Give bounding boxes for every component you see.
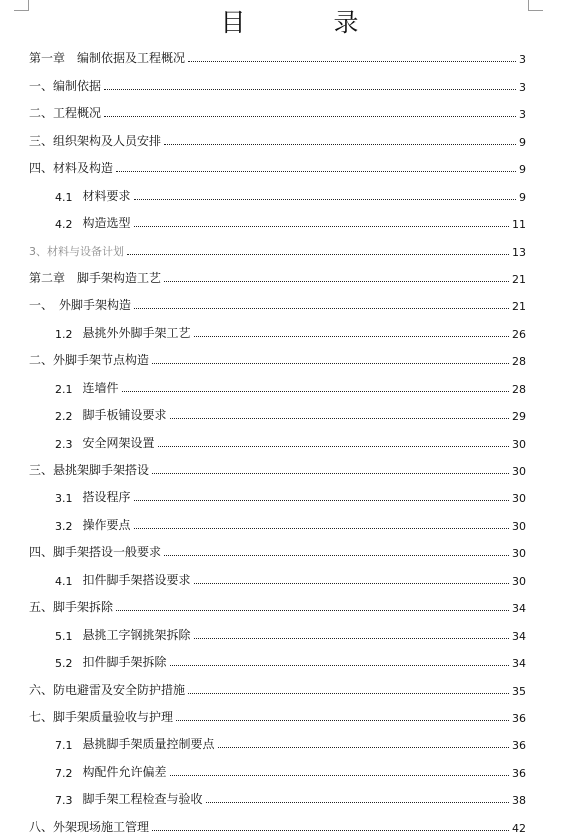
- toc-page-number: 28: [512, 355, 526, 369]
- toc-entry-label: 五、脚手架拆除: [29, 600, 114, 615]
- toc-page-number: 34: [512, 629, 526, 643]
- toc-entry[interactable]: [0, 231, 579, 258]
- toc-page-number: 36: [512, 711, 526, 725]
- toc-entry-number: 2.1: [55, 382, 73, 396]
- toc-page-number: 30: [512, 574, 526, 588]
- toc-entry[interactable]: [0, 533, 579, 560]
- toc-dot-leader: [152, 363, 509, 364]
- toc-page-number: 29: [512, 410, 526, 424]
- toc-entry[interactable]: [0, 341, 579, 368]
- toc-subentry[interactable]: [0, 396, 579, 423]
- toc-dot-leader: [116, 171, 516, 172]
- toc-entry-number: 7.2: [55, 766, 73, 780]
- toc-entry-label: 安全网架设置: [82, 435, 155, 450]
- toc-entry-label: 八、外架现场施工管理: [29, 819, 150, 834]
- toc-dot-leader: [134, 308, 509, 309]
- toc-entry-number: 2.2: [55, 410, 73, 424]
- toc-entry[interactable]: [0, 807, 579, 834]
- toc-entry-label: 一、编制依据: [29, 78, 102, 93]
- toc-page-number: 11: [512, 218, 526, 232]
- toc-entry[interactable]: [0, 149, 579, 176]
- toc-dot-leader: [164, 555, 509, 556]
- toc-page-number: 3: [519, 80, 526, 94]
- toc-page-number: 35: [512, 684, 526, 698]
- toc-entry-label: 脚手架工程检查与验收: [82, 792, 203, 807]
- toc-dot-leader: [206, 802, 509, 803]
- toc-dot-leader: [170, 775, 509, 776]
- toc-dot-leader: [176, 720, 509, 721]
- toc-dot-leader: [170, 418, 509, 419]
- toc-page-number: 26: [512, 327, 526, 341]
- toc-dot-leader: [152, 473, 509, 474]
- toc-entry-number: 2.3: [55, 437, 73, 451]
- toc-entry-label: 第二章 脚手架构造工艺: [29, 270, 162, 285]
- toc-page-number: 30: [512, 437, 526, 451]
- toc-entry[interactable]: [0, 121, 579, 148]
- toc-title: 目 录: [220, 8, 399, 37]
- toc-page-number: 36: [512, 766, 526, 780]
- toc-page-number: 28: [512, 382, 526, 396]
- toc-entry-number: 7.1: [55, 739, 73, 753]
- toc-page-number: 36: [512, 739, 526, 753]
- toc-dot-leader: [134, 500, 509, 501]
- toc-subentry[interactable]: [0, 752, 579, 779]
- toc-list: [0, 39, 579, 835]
- toc-subentry[interactable]: [0, 204, 579, 231]
- toc-entry-label: 第一章 编制依据及工程概况: [29, 51, 186, 66]
- toc-dot-leader: [116, 610, 509, 611]
- toc-entry[interactable]: [0, 670, 579, 697]
- toc-entry-number: 3.2: [55, 519, 73, 533]
- toc-entry-number: 4.1: [55, 574, 73, 588]
- toc-entry-label: 六、防电避雷及安全防护措施: [29, 682, 186, 697]
- toc-entry-number: 1.2: [55, 327, 73, 341]
- toc-dot-leader: [218, 747, 509, 748]
- toc-entry[interactable]: [0, 259, 579, 286]
- toc-entry-label: 脚手板铺设要求: [82, 408, 167, 423]
- toc-entry-label: 四、材料及构造: [29, 161, 114, 176]
- toc-entry-label: 连墙件: [82, 380, 119, 395]
- toc-dot-leader: [194, 638, 509, 639]
- toc-dot-leader: [188, 61, 516, 62]
- toc-subentry[interactable]: [0, 478, 579, 505]
- toc-entry-label: 悬挑工字钢挑架拆除: [82, 627, 191, 642]
- toc-page-number: 13: [512, 245, 526, 259]
- toc-entry[interactable]: [0, 588, 579, 615]
- toc-entry-label: 构配件允许偏差: [82, 764, 167, 779]
- toc-dot-leader: [158, 446, 509, 447]
- toc-entry-label: 悬挑外外脚手架工艺: [82, 325, 191, 340]
- toc-page-number: 21: [512, 300, 526, 314]
- toc-page-number: 3: [519, 108, 526, 122]
- toc-page-number: 38: [512, 794, 526, 808]
- toc-subentry[interactable]: [0, 560, 579, 587]
- toc-entry[interactable]: [0, 39, 579, 66]
- toc-entry-label: 搭设程序: [82, 490, 131, 505]
- toc-page-number: 30: [512, 547, 526, 561]
- toc-subentry[interactable]: [0, 615, 579, 642]
- toc-page-number: 9: [519, 163, 526, 177]
- toc-subentry[interactable]: [0, 368, 579, 395]
- toc-dot-leader: [152, 830, 509, 831]
- toc-entry-label: 构造选型: [82, 216, 131, 231]
- toc-entry-label: 一、 外脚手架构造: [29, 298, 132, 313]
- toc-entry-label: 3、材料与设备计划: [29, 244, 124, 258]
- toc-entry-number: 4.2: [55, 218, 73, 232]
- toc-page-number: 30: [512, 492, 526, 506]
- toc-dot-leader: [134, 199, 516, 200]
- toc-entry-label: 三、悬挑架脚手架搭设: [29, 463, 150, 477]
- toc-entry-label: 四、脚手架搭设一般要求: [29, 545, 162, 560]
- toc-subentry[interactable]: [0, 780, 579, 807]
- toc-entry-label: 扣件脚手架拆除: [82, 655, 167, 670]
- toc-entry[interactable]: [0, 66, 579, 93]
- toc-entry-number: 5.2: [55, 657, 73, 671]
- toc-subentry[interactable]: [0, 725, 579, 752]
- toc-entry[interactable]: [0, 451, 579, 478]
- toc-entry-number: 7.3: [55, 794, 73, 808]
- toc-entry-label: 材料要求: [82, 188, 131, 203]
- toc-dot-leader: [188, 693, 509, 694]
- toc-dot-leader: [170, 665, 509, 666]
- toc-entry-number: 5.1: [55, 629, 73, 643]
- toc-page-number: 30: [512, 519, 526, 533]
- toc-entry-label: 悬挑脚手架质量控制要点: [82, 737, 215, 752]
- toc-page-number: 42: [512, 821, 526, 835]
- toc-subentry[interactable]: [0, 643, 579, 670]
- toc-page-number: 3: [519, 53, 526, 67]
- toc-entry[interactable]: [0, 286, 579, 313]
- toc-dot-leader: [164, 281, 509, 282]
- toc-dot-leader: [104, 116, 516, 117]
- toc-entry[interactable]: [0, 698, 579, 725]
- toc-page-number: 21: [512, 272, 526, 286]
- toc-entry-label: 三、组织架构及人员安排: [29, 133, 162, 148]
- toc-entry-label: 二、工程概况: [29, 106, 102, 121]
- toc-page-number: 34: [512, 602, 526, 616]
- toc-dot-leader: [194, 336, 509, 337]
- toc-page-number: 9: [519, 190, 526, 204]
- toc-dot-leader: [134, 226, 509, 227]
- toc-entry-label: 扣件脚手架搭设要求: [82, 572, 191, 587]
- toc-entry-label: 操作要点: [82, 517, 131, 532]
- toc-page-number: 34: [512, 657, 526, 671]
- toc-entry-label: 二、外脚手架节点构造: [29, 353, 150, 368]
- toc-subentry[interactable]: [0, 313, 579, 340]
- toc-dot-leader: [164, 144, 516, 145]
- toc-subentry[interactable]: [0, 505, 579, 532]
- toc-subentry[interactable]: [0, 423, 579, 450]
- toc-entry-number: 3.1: [55, 492, 73, 506]
- toc-dot-leader: [104, 89, 516, 90]
- toc-dot-leader: [122, 391, 509, 392]
- toc-page-number: 9: [519, 135, 526, 149]
- toc-entry-number: 4.1: [55, 190, 73, 204]
- toc-subentry[interactable]: [0, 176, 579, 203]
- toc-entry-label: 七、脚手架质量验收与护理: [29, 709, 174, 724]
- toc-dot-leader: [134, 528, 509, 529]
- toc-dot-leader: [194, 583, 509, 584]
- toc-entry[interactable]: [0, 94, 579, 121]
- toc-page-number: 30: [512, 465, 526, 478]
- toc-dot-leader: [127, 254, 509, 255]
